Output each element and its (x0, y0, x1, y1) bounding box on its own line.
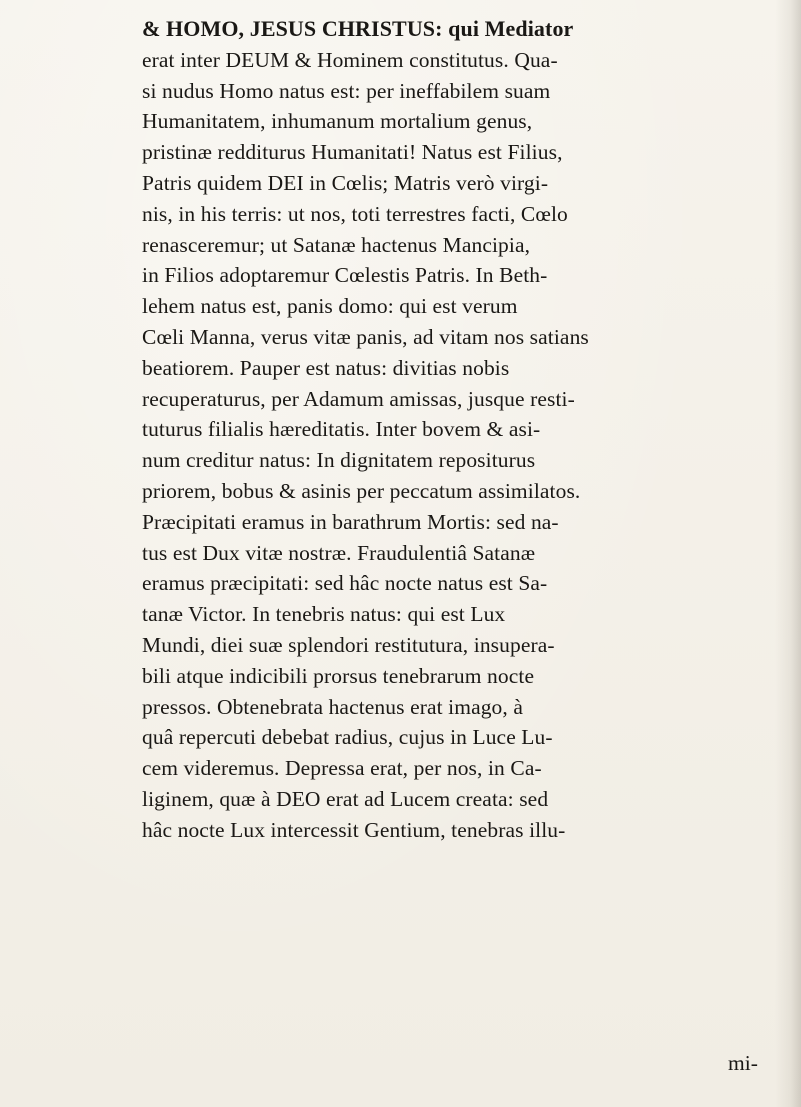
text-line-18: tus est Dux vitæ nostræ. Fraudulentiâ Satanæ (142, 540, 536, 565)
text-line-3: si nudus Homo natus est: per ineffabilem suam (142, 78, 551, 103)
text-line-22: bili atque indicibili prorsus tenebrarum nocte (142, 663, 535, 688)
text-line-23: pressos. Obtenebrata hactenus erat imago, à (142, 694, 524, 719)
text-line-6: Patris quidem DEI in Cœlis; Matris verò virgi- (142, 170, 549, 195)
text-line-14: tuturus filialis hæreditatis. Inter bovem & asi- (142, 417, 541, 442)
text-line-21: Mundi, diei suæ splendori restitutura, insupera- (142, 632, 555, 657)
text-line-1: & HOMO, JESUS CHRISTUS: qui Mediator (142, 16, 574, 41)
text-line-9: in Filios adoptaremur Cœlestis Patris. In Beth- (142, 263, 548, 288)
text-line-17: Præcipitati eramus in barathrum Mortis: sed na- (142, 509, 559, 534)
text-line-26: liginem, quæ à DEO erat ad Lucem creata: sed (142, 786, 549, 811)
text-line-10: lehem natus est, panis domo: qui est verum (142, 294, 518, 319)
text-line-15: num creditur natus: In dignitatem repositurus (142, 448, 536, 473)
text-line-27: hâc nocte Lux intercessit Gentium, tenebras illu- (142, 817, 566, 842)
text-line-7: nis, in his terris: ut nos, toti terrestres facti, Cœlo (142, 201, 568, 226)
text-line-11: Cœli Manna, verus vitæ panis, ad vitam nos satians (142, 324, 589, 349)
text-line-20: tanæ Victor. In tenebris natus: qui est Lux (142, 602, 506, 627)
text-line-8: renasceremur; ut Satanæ hactenus Mancipia, (142, 232, 531, 257)
text-line-19: eramus præcipitati: sed hâc nocte natus est Sa- (142, 571, 548, 596)
text-line-25: cem videremus. Depressa erat, per nos, in Ca- (142, 756, 542, 781)
text-line-12: beatiorem. Pauper est natus: divitias nobis (142, 355, 510, 380)
text-line-24: quâ repercuti debebat radius, cujus in Luce Lu- (142, 725, 553, 750)
text-line-13: recuperaturus, per Adamum amissas, jusque resti- (142, 386, 575, 411)
text-line-2: erat inter DEUM & Hominem constitutus. Qua- (142, 47, 558, 72)
body-text (142, 14, 782, 846)
text-line-4: Humanitatem, inhumanum mortalium genus, (142, 109, 533, 134)
text-line-5: pristinæ redditurus Humanitati! Natus est Filius, (142, 140, 563, 165)
catchword: mi- (728, 1051, 758, 1075)
text-line-16: priorem, bobus & asinis per peccatum assimilatos. (142, 478, 581, 503)
